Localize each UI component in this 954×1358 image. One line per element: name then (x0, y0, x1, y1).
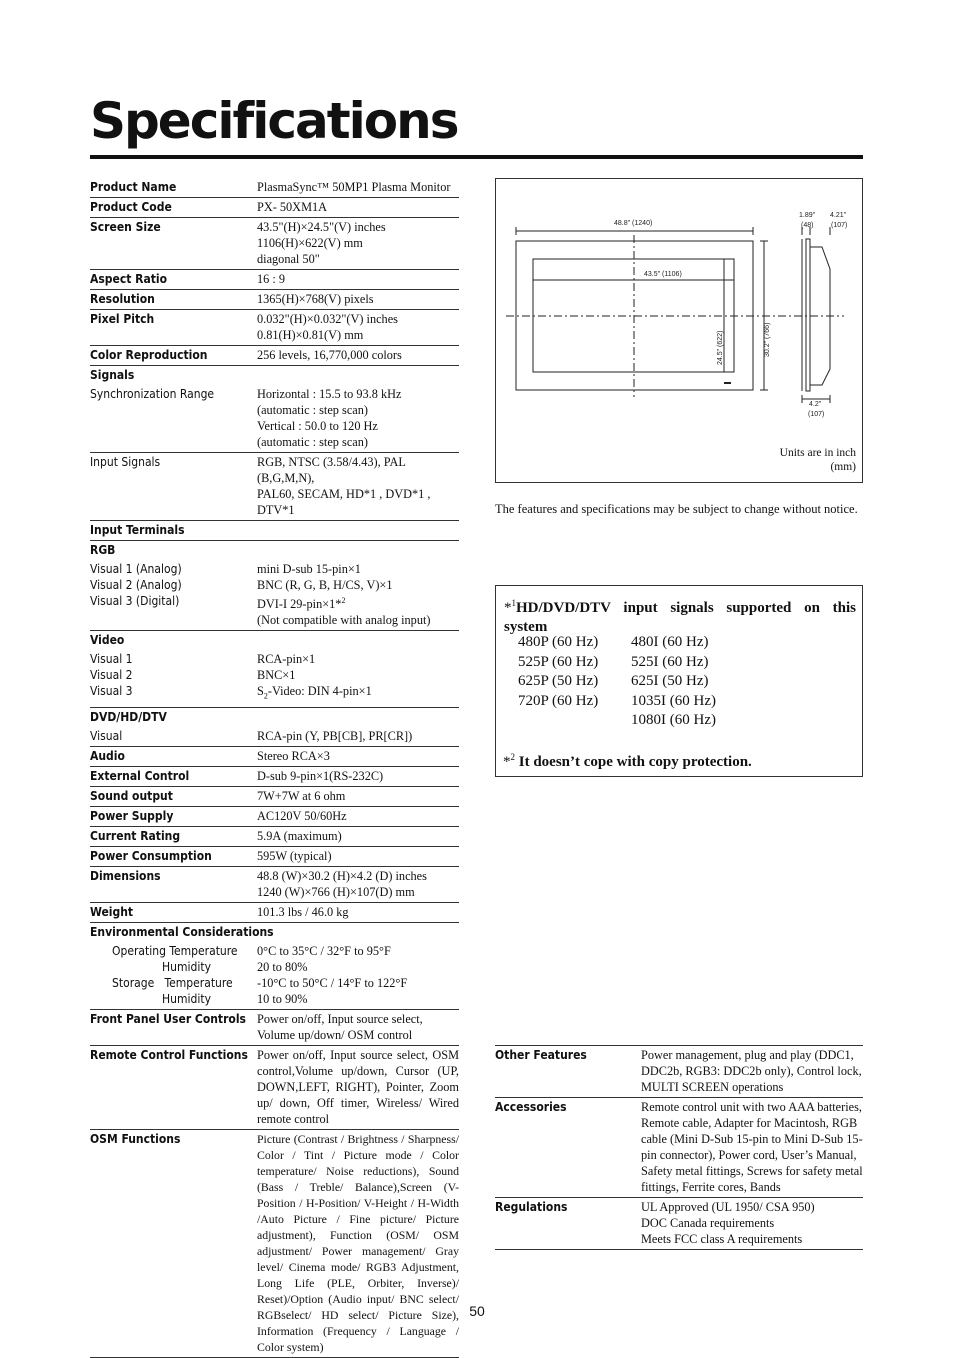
depth-a-mm-label: (48) (801, 222, 814, 229)
spec-value: PX- 50XM1A (257, 198, 459, 218)
spec-label: Visual 2 (90, 668, 133, 683)
page-title: Specifications (90, 92, 458, 150)
spec-label: Screen Size (90, 218, 257, 270)
spec-label: Signals (90, 368, 135, 382)
spec-label: Power Supply (90, 806, 257, 826)
width-label: 48.8" (1240) (614, 220, 653, 227)
spec-value: 1365(H)×768(V) pixels (257, 290, 459, 310)
spec-row-power-supply (90, 806, 459, 826)
spec-label: Sound output (90, 786, 257, 806)
hd-signals-title (504, 594, 856, 637)
value-line: Vertical : 50.0 to 120 Hz (257, 419, 378, 433)
value-line: 43.5"(H)×24.5"(V) inches (257, 220, 386, 234)
value-line: (automatic : step scan) (257, 435, 368, 449)
spec-value: Power management, plug and play (DDC1, DDC2b, RGB3: DDC2b only), Control lock, MULTI SCREEN operations (641, 1046, 863, 1098)
value-line: 10 to 90% (257, 991, 308, 1006)
spec-value (257, 866, 459, 902)
spec-row-power-consumption (90, 846, 459, 866)
units-line: Units are in inch (779, 447, 856, 459)
change-notice: The features and specifications may be subject to change without notice. (495, 502, 858, 516)
spec-value (641, 1198, 863, 1250)
spec-row-dimensions (90, 866, 459, 902)
value-line: RCA-pin×1 (257, 652, 316, 667)
spec-row-environmental (90, 922, 459, 942)
value-line: -10°C to 50°C / 14°F to 122°F (257, 975, 408, 990)
spec-value: Power on/off, Input source select, OSM control,Volume up/down, Cursor (UP, DOWN,LEFT, RIGHT), Pointer, Zoom up/ down, Off timer, Wireless/ Wired remote control (257, 1045, 459, 1129)
spec-label: RGB (90, 543, 116, 557)
title-rule (90, 155, 863, 159)
value-line: 1106(H)×622(V) mm (257, 236, 363, 250)
spec-value: Picture (Contrast / Brightness / Sharpness/ Color / Tint / Picture mode / Color temperature/ Noise reductions), Sound (Bass / Treble/ Balance),Screen (V-Position / H-Position/ V-Height / H-Width /Auto Picture / Fine picture/ Picture adjustment), Function (OSM/ OSM adjustment/ Power management/ Gray level/ Cinema mode/ RGB3 Adjustment, Long Life (PLE, Orbiter, Inverse)/ Reset)/Option (Audio input/ BNC select/ RGBselect/ HD select/ Picture Size), Information (Frequency / Language / Color system) (257, 1129, 459, 1357)
spec-row-dvd (90, 707, 459, 727)
spec-label: Power Consumption (90, 846, 257, 866)
value-line: 0.032"(H)×0.032"(V) inches (257, 312, 398, 326)
spec-row-audio (90, 746, 459, 766)
value-line (257, 593, 459, 612)
spec-value: PlasmaSync™ 50MP1 Plasma Monitor (257, 178, 459, 198)
height-label: 30.2" (766) (764, 322, 771, 357)
spec-row-sound-output (90, 786, 459, 806)
value-line: 48.8 (W)×30.2 (H)×4.2 (D) inches (257, 868, 427, 883)
signal-item: 720P (60 Hz) (518, 692, 599, 709)
spec-row-video-visuals (90, 650, 459, 707)
spec-value: D-sub 9-pin×1(RS-232C) (257, 766, 459, 786)
signal-item: 525I (60 Hz) (631, 653, 709, 670)
spec-row-video (90, 631, 459, 651)
spec-row-weight (90, 902, 459, 922)
spec-row-input-terminals (90, 521, 459, 541)
spec-row-screen-size (90, 218, 459, 270)
spec-value: RCA-pin (Y, PB[CB], PR[CR]) (257, 727, 459, 747)
spec-value: 16 : 9 (257, 270, 459, 290)
signal-item: 1080I (60 Hz) (631, 712, 716, 728)
spec-label: Visual (90, 727, 257, 747)
spec-row-other-features (495, 1046, 863, 1098)
value-subscript: 2 (263, 691, 268, 701)
spec-label: Dimensions (90, 866, 257, 902)
depth-bottom-label: 4.2" (809, 401, 822, 408)
spec-row-color-reproduction (90, 346, 459, 366)
spec-value (257, 218, 459, 270)
screen-width-label: 43.5" (1106) (644, 271, 682, 278)
value-line: 1240 (W)×766 (H)×107(D) mm (257, 884, 415, 899)
dimension-diagram (495, 178, 863, 483)
depth-a-label: 1.89" (799, 212, 816, 219)
spec-label: Product Code (90, 198, 257, 218)
spec-row-external-control (90, 766, 459, 786)
spec-value: 595W (typical) (257, 846, 459, 866)
spec-label: Remote Control Functions (90, 1045, 257, 1129)
signal-item: 625P (50 Hz) (518, 673, 599, 689)
spec-label: Environmental Considerations (90, 924, 274, 939)
spec-value (257, 385, 459, 453)
value-prefix: S (257, 684, 264, 699)
spec-row-rgb-visuals (90, 560, 459, 631)
spec-label: Synchronization Range (90, 385, 257, 453)
footnote-sup: 2 (510, 752, 515, 762)
value-line: RGB, NTSC (3.58/4.43), PAL (B,G,M,N), (257, 455, 406, 485)
env-temperature-label: Temperature (169, 943, 238, 958)
spec-value: 7W+7W at 6 ohm (257, 786, 459, 806)
note-text: It doesn’t cope with copy protection. (518, 754, 752, 770)
spec-row-environmental-values (90, 942, 459, 1010)
spec-row-regulations (495, 1198, 863, 1250)
spec-value: AC120V 50/60Hz (257, 806, 459, 826)
value-line: UL Approved (UL 1950/ CSA 950) (641, 1200, 815, 1214)
env-humidity-label: Humidity (162, 991, 211, 1006)
spec-label: Product Name (90, 178, 257, 198)
screen-height-label: 24.5" (622) (717, 330, 724, 365)
spec-label: Color Reproduction (90, 346, 257, 366)
spec-row-accessories (495, 1098, 863, 1198)
spec-label: Pixel Pitch (90, 310, 257, 346)
spec-row-dvd-visual (90, 727, 459, 747)
value-line (257, 683, 459, 704)
value-line: BNC (R, G, B, H/CS, V)×1 (257, 578, 393, 592)
spec-label: Input Terminals (90, 521, 257, 541)
signals-col-2 (631, 633, 716, 731)
spec-label: Regulations (495, 1198, 641, 1250)
spec-label: Other Features (495, 1046, 641, 1098)
value-text: -Video: DIN 4-pin×1 (267, 684, 372, 699)
signal-item: 525P (60 Hz) (518, 653, 599, 670)
env-storage-label: Storage (112, 975, 155, 990)
spec-row-sync-range (90, 385, 459, 453)
env-humidity-label: Humidity (162, 959, 211, 974)
value-line: BNC×1 (257, 668, 296, 683)
value-line: 20 to 80% (257, 959, 308, 974)
signal-item: 480P (60 Hz) (518, 634, 599, 650)
spec-value: 5.9A (maximum) (257, 826, 459, 846)
spec-value: Power on/off, Input source select, Volume up/down/ OSM control (257, 1009, 459, 1045)
spec-label: Input Signals (90, 453, 257, 521)
spec-label: Visual 3 (Digital) (90, 594, 180, 608)
depth-b-label: 4.21" (830, 212, 847, 219)
spec-row-rgb (90, 541, 459, 561)
signal-item: 625I (50 Hz) (631, 673, 709, 689)
units-line: (mm) (830, 461, 856, 473)
value-line: (automatic : step scan) (257, 403, 368, 417)
signal-item: 480I (60 Hz) (631, 634, 709, 650)
spec-label: Weight (90, 902, 257, 922)
spec-row-front-panel (90, 1009, 459, 1045)
value-line: 0°C to 35°C / 32°F to 95°F (257, 943, 391, 958)
footnote-marker: * (503, 754, 511, 770)
units-note (780, 446, 856, 474)
env-temperature-label: Temperature (164, 975, 233, 990)
page-number: 50 (469, 1303, 485, 1319)
spec-label: OSM Functions (90, 1129, 257, 1357)
spec-label: Audio (90, 746, 257, 766)
value-line: mini D-sub 15-pin×1 (257, 562, 361, 576)
value-line: Meets FCC class A requirements (641, 1232, 803, 1246)
spec-value: 101.3 lbs / 46.0 kg (257, 902, 459, 922)
spec-label: Visual 1 (90, 652, 133, 667)
spec-label: Video (90, 633, 125, 648)
spec-label: Front Panel User Controls (90, 1009, 257, 1045)
spec-row-osm-functions (90, 1129, 459, 1357)
spec-value (257, 310, 459, 346)
footnote-marker: 2 (341, 596, 346, 605)
value-text: DVI-I 29-pin×1* (257, 597, 342, 612)
depth-bottom-mm-label: (107) (808, 411, 825, 418)
spec-row-aspect-ratio (90, 270, 459, 290)
spec-row-pixel-pitch (90, 310, 459, 346)
specs-table (90, 178, 459, 1358)
copy-protection-note (503, 748, 752, 772)
spec-label: Visual 2 (Analog) (90, 578, 182, 592)
hd-signals-box (495, 585, 863, 777)
spec-label: Visual 3 (90, 684, 133, 699)
spec-row-input-signals (90, 453, 459, 521)
spec-label: Visual 1 (Analog) (90, 562, 182, 576)
spec-row-product-name (90, 178, 459, 198)
value-line: Horizontal : 15.5 to 93.8 kHz (257, 387, 402, 401)
spec-row-remote-control (90, 1045, 459, 1129)
spec-label: DVD/HD/DTV (90, 709, 167, 724)
spec-value: Stereo RCA×3 (257, 746, 459, 766)
value-line: diagonal 50" (257, 252, 320, 266)
env-operating-label: Operating (112, 943, 166, 958)
spec-value: 256 levels, 16,770,000 colors (257, 346, 459, 366)
spec-row-product-code (90, 198, 459, 218)
spec-label: Accessories (495, 1098, 641, 1198)
signals-col-1 (518, 633, 598, 711)
spec-label: Aspect Ratio (90, 270, 257, 290)
hd-title-text: HD/DVD/DTV input signals supported on this system (504, 600, 856, 635)
spec-label: External Control (90, 766, 257, 786)
signal-item: 1035I (60 Hz) (631, 692, 716, 709)
value-line: PAL60, SECAM, HD*1 , DVD*1 , DTV*1 (257, 487, 431, 517)
specs-table-2 (495, 1045, 863, 1250)
depth-b-mm-label: (107) (831, 222, 848, 229)
spec-value (257, 453, 459, 521)
spec-row-signals (90, 366, 459, 386)
value-line: (Not compatible with analog input) (257, 613, 431, 628)
value-line: DOC Canada requirements (641, 1216, 775, 1230)
spec-label: Resolution (90, 290, 257, 310)
footnote-sup: 1 (511, 598, 516, 608)
spec-label: Current Rating (90, 826, 257, 846)
spec-row-current-rating (90, 826, 459, 846)
spec-value: Remote control unit with two AAA batteries, Remote cable, Adapter for Macintosh, RGB cable (Mini D-Sub 15-pin to Mini D-Sub 15-pin connector), Power cord, User’s Manual, Safety metal fittings, Screws for safety metal fittings, Ferrite cores, Bands (641, 1098, 863, 1198)
footnote-marker: * (504, 600, 512, 616)
spec-row-resolution (90, 290, 459, 310)
value-line: 0.81(H)×0.81(V) mm (257, 328, 364, 342)
dimension-drawing (496, 179, 862, 482)
